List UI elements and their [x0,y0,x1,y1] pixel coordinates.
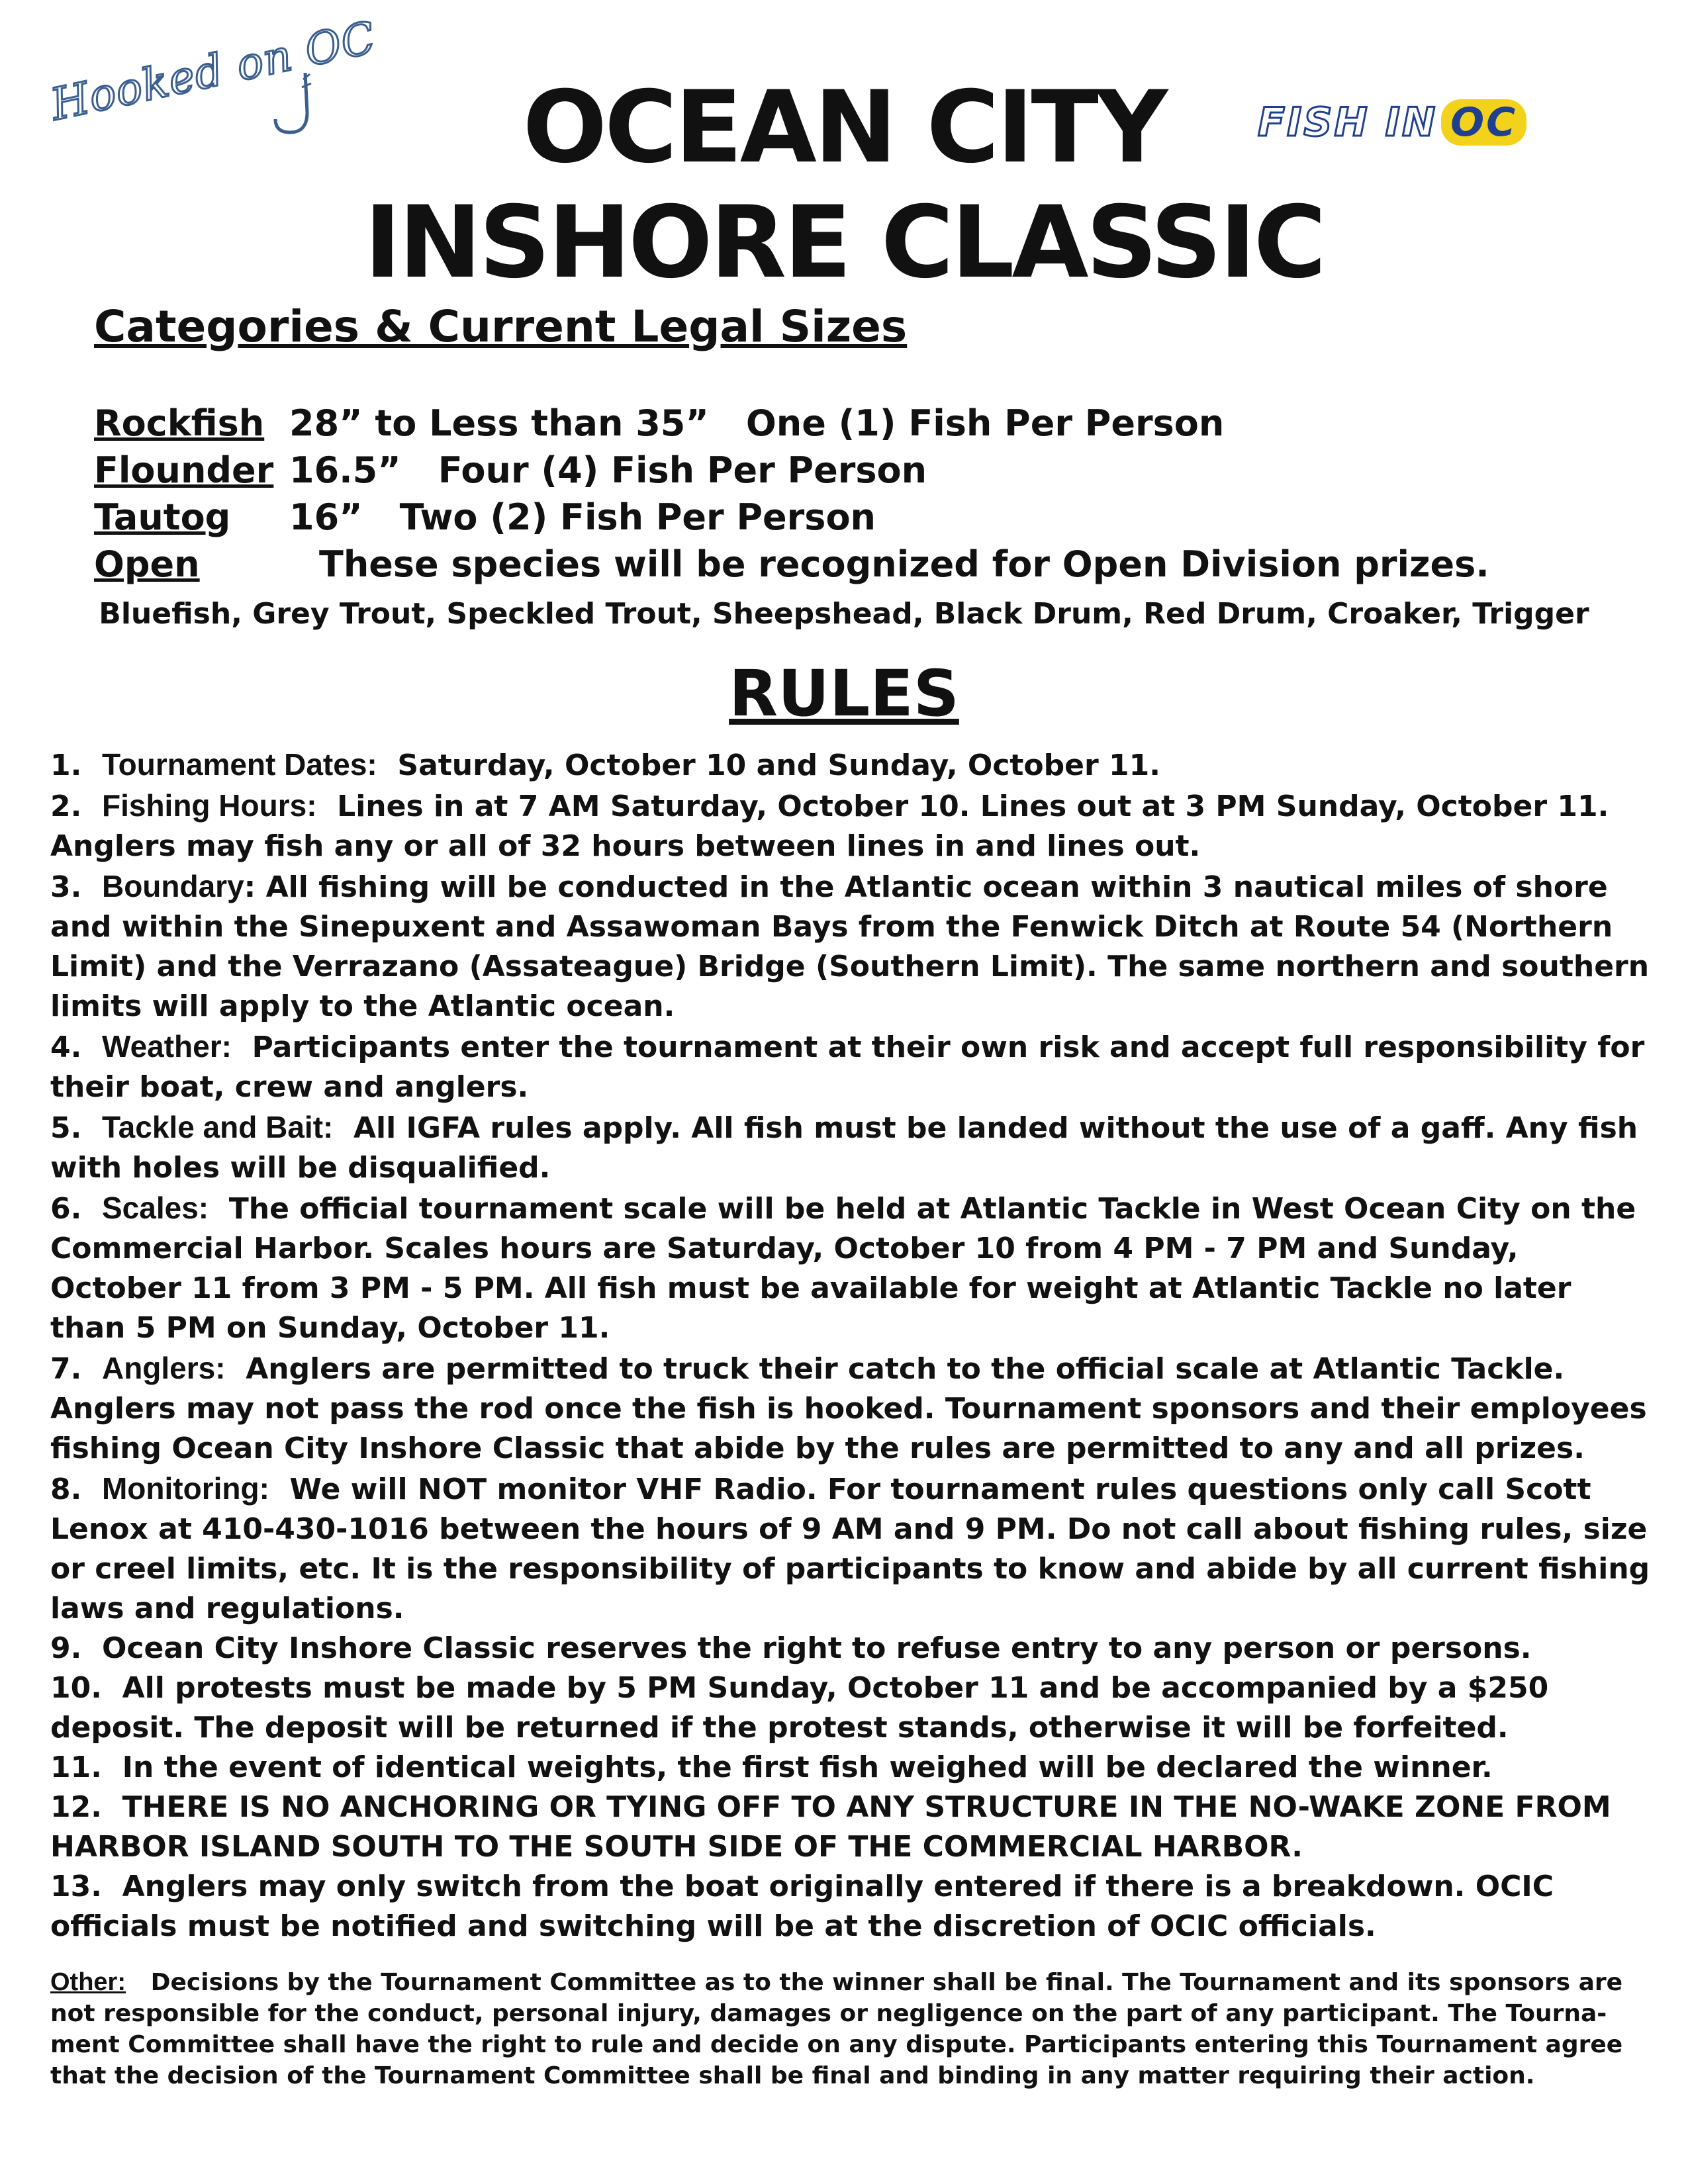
rule-number: 6. [50,1192,82,1226]
rule-item [50,1469,1652,1629]
category-limit: One (1) Fish Per Person [745,402,1225,444]
rule-text: THERE IS NO ANCHORING OR TYING OFF TO ANY STRUCTURE IN THE NO-WAKE ZONE FROM HARBOR ISLAND SOUTH TO THE SOUTH SIDE OF THE COMMERCIAL HARBOR. [50,1790,1611,1864]
category-size: 16.5” [289,449,401,491]
category-name: Rockfish [94,402,265,444]
rule-text: Anglers are permitted to truck their catch to the official scale at Atlantic Tackle. Anglers may not pass the rod once the fish is hooked. Tournament sponsors and their employees fishing Ocean City Inshore Classic that abide by the rules are permitted to any and all prizes. [50,1352,1647,1465]
rule-item [50,1668,1652,1748]
rule-label: Tournament Dates: [101,747,377,782]
rule-item [50,1348,1652,1469]
category-open-text: These species will be recognized for Open Division prizes. [319,543,1489,585]
rule-text: Saturday, October 10 and Sunday, October 11. [397,749,1160,782]
rules-heading: RULES [729,657,959,731]
other-text: Decisions by the Tournament Committee as to the winner shall be final. The Tournament and its sponsors are not responsible for the conduct, personal injury, damages or negligence on the part of any participant. The Tourna-ment Committee shall have the right to rule and decide on any dispute. Participants entering this Tournament agree that the decision of the Tournament Committee shall be final and binding in any matter requiring their action. [50,1969,1623,2089]
rule-label: Fishing Hours: [101,788,317,823]
rule-item [50,1629,1652,1668]
rule-item [50,866,1652,1026]
rule-label: Scales: [101,1191,209,1225]
rule-text: Anglers may only switch from the boat originally entered if there is a breakdown. OCIC officials must be notified and switching will be at the discretion of OCIC officials. [50,1870,1554,1943]
category-row-flounder [94,449,927,491]
rule-text: Ocean City Inshore Classic reserves the right to refuse entry to any person or persons. [101,1631,1532,1665]
rule-number: 5. [50,1111,82,1145]
rule-text: Participants enter the tournament at their own risk and accept full responsibility for their boat, crew and anglers. [50,1030,1645,1104]
rule-text: We will NOT monitor VHF Radio. For tournament rules questions only call Scott Lenox at 410-430-1016 between the hours of 9 AM and 9 PM. Do not call about fishing rules, size or creel limits, etc. It is the responsibility of participants to know and abide by all current fishing laws and regulations. [50,1473,1650,1625]
category-row-open [94,543,1489,585]
rule-number: 3. [50,870,82,904]
rule-number: 11. [50,1751,102,1784]
rule-item [50,1026,1652,1107]
category-name: Flounder [94,449,274,491]
rule-text: : All fishing will be conducted in the Atlantic ocean within 3 nautical miles of shore and within the Sinepuxent and Assawoman Bays from the Fenwick Ditch at Route 54 (Northern Limit) and the Verrazano (Assateague) Bridge (Southern Limit). The same northern and southern limits will apply to the Atlantic ocean. [50,870,1650,1023]
rule-label: Boundary [101,869,244,903]
other-label: Other: [50,1968,126,1996]
rule-number: 13. [50,1870,102,1903]
logo-left-text: Hooked on OC [46,11,381,131]
rules-list [50,745,1652,1946]
page-title-line2: INSHORE CLASSIC [364,185,1324,300]
category-limit: Two (2) Fish Per Person [399,496,876,538]
rule-number: 12. [50,1790,102,1824]
category-size: 16” [289,496,363,538]
rule-label: Monitoring: [101,1471,269,1506]
category-row-rockfish [94,402,1224,444]
rule-label: Anglers: [101,1351,226,1385]
categories-heading: Categories & Current Legal Sizes [94,301,908,352]
rule-text: All protests must be made by 5 PM Sunday, October 11 and be accompanied by a $250 deposit. The deposit will be returned if the protest stands, otherwise it will be forfeited. [50,1671,1549,1745]
open-species-list: Bluefish, Grey Trout, Speckled Trout, Sheepshead, Black Drum, Red Drum, Croaker, Trigger [99,597,1589,631]
rule-number: 1. [50,749,82,782]
page-title-line1: OCEAN CITY [522,70,1166,185]
rule-label: Tackle and Bait: [101,1110,334,1144]
category-name: Tautog [94,496,231,538]
logo-right-text: FISH IN [1258,99,1438,146]
rule-text: Lines in at 7 AM Saturday, October 10. Lines out at 3 PM Sunday, October 11. Anglers may fish any or all of 32 hours between lines in and lines out. [50,790,1609,863]
rule-item [50,745,1652,786]
logo-right-badge: OC [1441,99,1526,146]
rule-number: 10. [50,1671,102,1705]
rule-number: 7. [50,1352,82,1386]
rule-item [50,1867,1652,1946]
category-name: Open [94,543,200,585]
rule-text: All IGFA rules apply. All fish must be landed without the use of a gaff. Any fish with holes will be disqualified. [50,1111,1638,1185]
rule-item [50,1788,1652,1867]
rule-item [50,1188,1652,1348]
rule-text: The official tournament scale will be held at Atlantic Tackle in West Ocean City on the Commercial Harbor. Scales hours are Saturday, October 10 from 4 PM - 7 PM and Sunday, October 11 from 3 PM - 5 PM. All fish must be available for weight at Atlantic Tackle no later than 5 PM on Sunday, October 11. [50,1192,1636,1345]
rule-item [50,786,1652,866]
rule-text: In the event of identical weights, the first fish weighed will be declared the winner. [122,1751,1493,1784]
other-disclaimer [50,1967,1652,2091]
rule-item [50,1107,1652,1188]
rule-number: 2. [50,790,82,823]
category-size: 28” to Less than 35” [289,402,709,444]
category-limit: Four (4) Fish Per Person [438,449,927,491]
rule-label: Weather: [101,1029,232,1064]
rule-item [50,1748,1652,1788]
rule-number: 9. [50,1631,82,1665]
category-row-tautog [94,496,876,538]
rule-number: 4. [50,1030,82,1064]
rule-number: 8. [50,1473,82,1506]
